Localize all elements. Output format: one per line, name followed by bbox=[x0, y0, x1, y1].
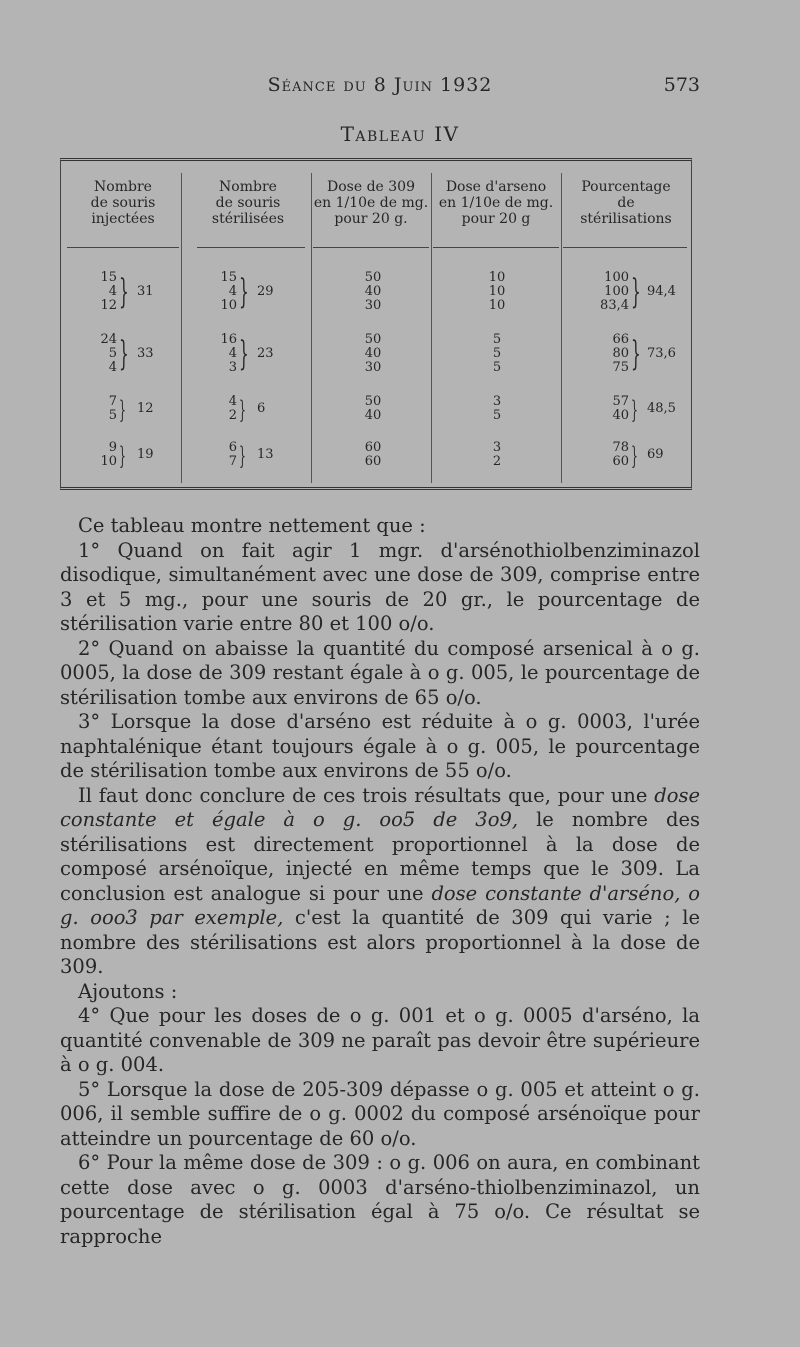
sterilized-total: 23 bbox=[257, 346, 274, 361]
brace: } bbox=[239, 442, 246, 470]
conclusion-italic: dose constante d'arséno, o g. ooo3 par exemple, bbox=[60, 881, 700, 929]
paragraph-item-6: 6° Pour la même dose de 309 : o g. 006 on aura, en combinant cette dose avec o g. 0003 d'arséno-thiolbenziminazol, un pourcentage de stérilisation égal à 75 o/o. Ce résultat se rapproche bbox=[60, 1151, 700, 1248]
brace: } bbox=[631, 334, 641, 374]
table-group bbox=[61, 395, 693, 429]
percent-values: 66 80 75 bbox=[612, 332, 629, 375]
data-table bbox=[60, 158, 692, 490]
injected-values: 9 10 bbox=[100, 440, 117, 469]
sterilized-values: 6 7 bbox=[228, 440, 237, 469]
header-injected: Nombre de souris injectées bbox=[90, 179, 156, 227]
dose-309-values: 50 40 bbox=[364, 394, 382, 423]
arseno-values: 3 2 bbox=[492, 440, 502, 469]
injected-total: 19 bbox=[137, 447, 154, 462]
sterilized-total: 6 bbox=[257, 401, 266, 416]
brace: } bbox=[119, 272, 129, 312]
header-rule bbox=[433, 247, 559, 248]
conclusion-italic: dose constante et égale à o g. oo5 de 3o9, bbox=[60, 783, 700, 831]
paragraph-conclusion bbox=[60, 784, 700, 980]
arseno-values: 5 5 5 bbox=[492, 332, 502, 375]
brace: } bbox=[631, 396, 638, 424]
paragraph-item-4: 4° Que pour les doses de o g. 001 et o g. 0005 d'arséno, la quantité convenable de 309 ne paraît pas devoir être supérieure à o g. 004. bbox=[60, 1004, 700, 1076]
brace: } bbox=[239, 396, 246, 424]
sterilized-total: 13 bbox=[257, 447, 274, 462]
injected-total: 33 bbox=[137, 346, 154, 361]
header-dose-309: Dose de 309 en 1/10e de mg. pour 20 g. bbox=[313, 179, 429, 227]
running-head bbox=[60, 74, 700, 104]
brace: } bbox=[631, 272, 641, 312]
sterilized-values: 15 4 10 bbox=[220, 270, 237, 313]
sterilized-values: 4 2 bbox=[228, 394, 237, 423]
sterilized-values: 16 4 3 bbox=[220, 332, 237, 375]
injected-values: 15 4 12 bbox=[100, 270, 117, 313]
conclusion-text: c'est la quantité de 309 qui varie ; le nombre des stérilisations est alors proportionnel à la dose de 309. bbox=[60, 906, 701, 978]
table-group bbox=[61, 441, 693, 475]
header-dose-arseno: Dose d'arseno en 1/10e de mg. pour 20 g bbox=[438, 179, 554, 227]
percent-values: 57 40 bbox=[612, 394, 629, 423]
brace: } bbox=[239, 334, 249, 374]
running-title: Séance du 8 Juin 1932 bbox=[267, 74, 493, 96]
paragraph-item-3: 3° Lorsque la dose d'arséno est réduite à o g. 0003, l'urée naphtalénique étant toujours égale à o g. 005, le pourcentage de stérilisation tombe aux environs de 55 o/o. bbox=[60, 710, 700, 782]
injected-values: 24 5 4 bbox=[100, 332, 117, 375]
percent-values: 78 60 bbox=[612, 440, 629, 469]
column-divider bbox=[181, 173, 182, 483]
percent-total: 73,6 bbox=[647, 346, 676, 361]
header-rule bbox=[197, 247, 305, 248]
brace: } bbox=[119, 442, 126, 470]
paragraph-item-2: 2° Quand on abaisse la quantité du composé arsenical à o g. 0005, la dose de 309 restant égale à o g. 005, le pourcentage de stérilisation tombe aux environs de 65 o/o. bbox=[60, 636, 700, 709]
dose-309-values: 50 40 30 bbox=[364, 332, 382, 375]
header-percentage: Pourcentage de stérilisations bbox=[580, 179, 672, 227]
table-group bbox=[61, 271, 693, 321]
brace: } bbox=[239, 272, 249, 312]
header-rule bbox=[67, 247, 179, 248]
percent-total: 94,4 bbox=[647, 284, 676, 299]
header-sterilized: Nombre de souris stérilisées bbox=[211, 179, 285, 227]
percent-total: 48,5 bbox=[647, 401, 676, 416]
paragraph-ajoutons: Ajoutons : bbox=[78, 979, 178, 1003]
body-text bbox=[60, 514, 700, 1249]
paragraph-item-1: 1° Quand on fait agir 1 mgr. d'arsénothiolbenziminazol disodique, simultanément avec une dose de 309, comprise entre 3 et 5 mg., pour une souris de 20 gr., le pourcentage de stérilisation varie entre 80 et 100 o/o. bbox=[60, 538, 700, 635]
table-title: Tableau IV bbox=[340, 122, 460, 146]
header-rule bbox=[563, 247, 687, 248]
brace: } bbox=[631, 442, 638, 470]
sterilized-total: 29 bbox=[257, 284, 274, 299]
conclusion-text: Il faut donc conclure de ces trois résultats que, pour une bbox=[78, 783, 648, 807]
dose-309-values: 60 60 bbox=[364, 440, 382, 469]
paragraph-intro: Ce tableau montre nettement que : bbox=[78, 514, 426, 537]
dose-309-values: 50 40 30 bbox=[364, 270, 382, 313]
injected-total: 31 bbox=[137, 284, 154, 299]
header-rule bbox=[313, 247, 429, 248]
arseno-values: 10 10 10 bbox=[488, 270, 506, 313]
injected-total: 12 bbox=[137, 401, 154, 416]
conclusion-text: le nombre des stérilisations est directement proportionnel à la dose de composé arsénoïque, injecté en même temps que le 309. La conclusion est analogue si pour une bbox=[60, 808, 700, 905]
percent-total: 69 bbox=[647, 447, 664, 462]
paragraph-item-5: 5° Lorsque la dose de 205-309 dépasse o g. 005 et atteint o g. 006, il semble suffire de o g. 0002 du composé arsénoïque pour atteindre un pourcentage de 60 o/o. bbox=[60, 1077, 700, 1150]
page-number: 573 bbox=[663, 74, 700, 96]
injected-values: 7 5 bbox=[108, 394, 117, 423]
arseno-values: 3 5 bbox=[492, 394, 502, 423]
table-group bbox=[61, 333, 693, 383]
brace: } bbox=[119, 396, 126, 424]
brace: } bbox=[119, 334, 129, 374]
percent-values: 100 100 83,4 bbox=[600, 270, 629, 313]
